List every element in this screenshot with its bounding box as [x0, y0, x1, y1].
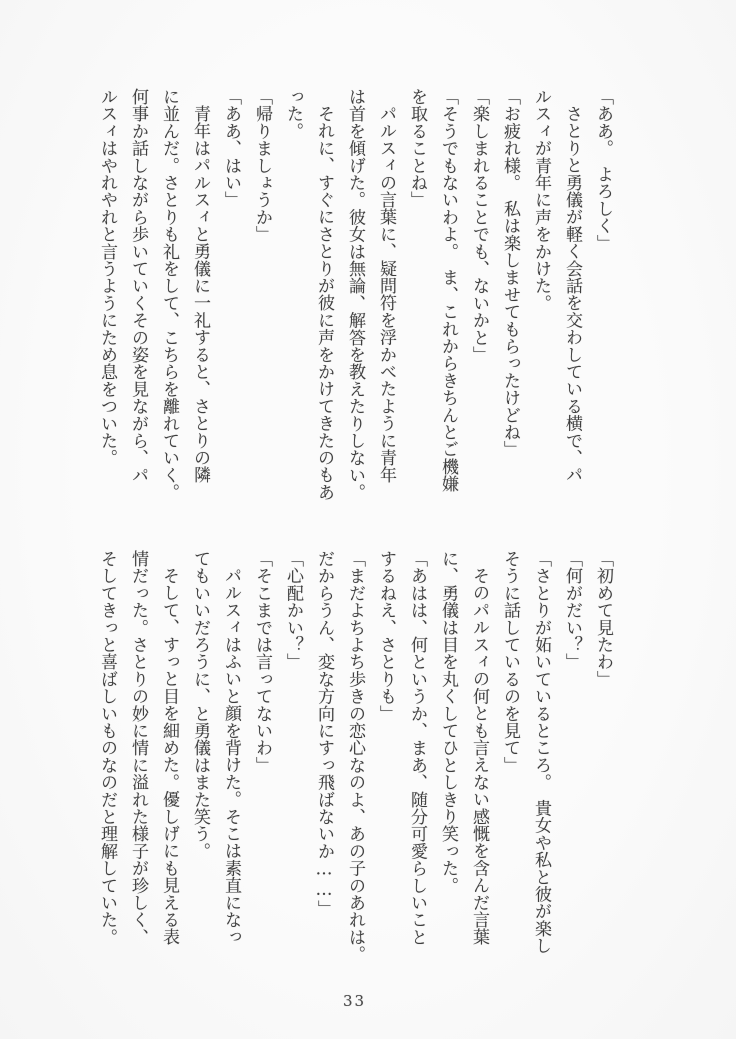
text-line: 「楽しまれることでも、ないかと」	[469, 88, 489, 364]
text-line: った。	[283, 88, 303, 140]
text-line: 「あはは、何というか、まあ、随分可愛らしいこと	[407, 550, 427, 946]
text-line: さとりと勇儀が軽く会話を交わしている横で、パ	[562, 105, 582, 484]
text-line: 「そこまでは言ってないわ」	[252, 550, 272, 774]
text-line: そして、すっと目を細めた。優しげにも見える表	[159, 567, 179, 946]
text-line: するねえ、さとりも」	[376, 550, 396, 722]
text-line: ルスィが青年に声をかけた。	[531, 88, 551, 312]
text-line: に並んだ。さとりも礼をして、こちらを離れていく。	[159, 88, 179, 501]
text-line: 「まだよちよち歩きの恋心なのよ、あの子のあれは。	[345, 550, 365, 963]
text-line: 「心配かい？」	[283, 550, 303, 671]
page-number: 33	[343, 992, 367, 1010]
text-line: 「さとりが妬いているところ。 貴女や私と彼が楽し	[531, 550, 551, 955]
text-line: そうに話しているのを見て」	[500, 550, 520, 774]
text-line: そしてきっと喜ばしいものなのだと理解していた。	[97, 550, 117, 946]
text-line: 「初めて見たわ」	[593, 550, 613, 688]
text-line: それに、すぐにさとりが彼に声をかけてきたのもあ	[314, 105, 334, 501]
text-line: てもいいだろうに、と勇儀はまた笑う。	[190, 550, 210, 860]
text-line: ルスィはやれやれと言うようにため息をついた。	[97, 88, 117, 467]
text-line: 何事か話しながら歩いていくその姿を見ながら、パ	[128, 88, 148, 484]
text-line: に、勇儀は目を丸くしてひとしきり笑った。	[438, 550, 458, 894]
text-line: 「ああ、はい」	[221, 88, 241, 209]
text-line: だからうん、変な方向にすっ飛ばないか……」	[314, 550, 334, 918]
text-line: 「そうでもないわよ。 ま、これからきちんとご機嫌	[438, 88, 458, 493]
text-block-top	[91, 88, 618, 512]
text-line: 「帰りましょうか」	[252, 88, 272, 243]
text-line: 「ああ。 よろしく」	[593, 88, 613, 252]
text-line: 「何がだい？」	[562, 550, 582, 671]
text-line: を取ることね」	[407, 88, 427, 209]
text-line: 情だった。さとりの妙に情に溢れた様子が珍しく、	[128, 550, 148, 946]
text-line: 「お疲れ様。 私は楽しませてもらったけどね」	[500, 88, 520, 458]
text-block-bottom	[91, 550, 618, 974]
text-line: は首を傾げた。彼女は無論、解答を教えたりしない。	[345, 88, 365, 501]
text-line: そのパルスィの何とも言えない感慨を含んだ言葉	[469, 567, 489, 946]
text-line: 青年はパルスィと勇儀に一礼すると、さとりの隣	[190, 105, 210, 484]
text-line: パルスィの言葉に、疑問符を浮かべたように青年	[376, 105, 396, 484]
text-line: パルスィはふいと顔を背けた。そこは素直になっ	[221, 567, 241, 946]
